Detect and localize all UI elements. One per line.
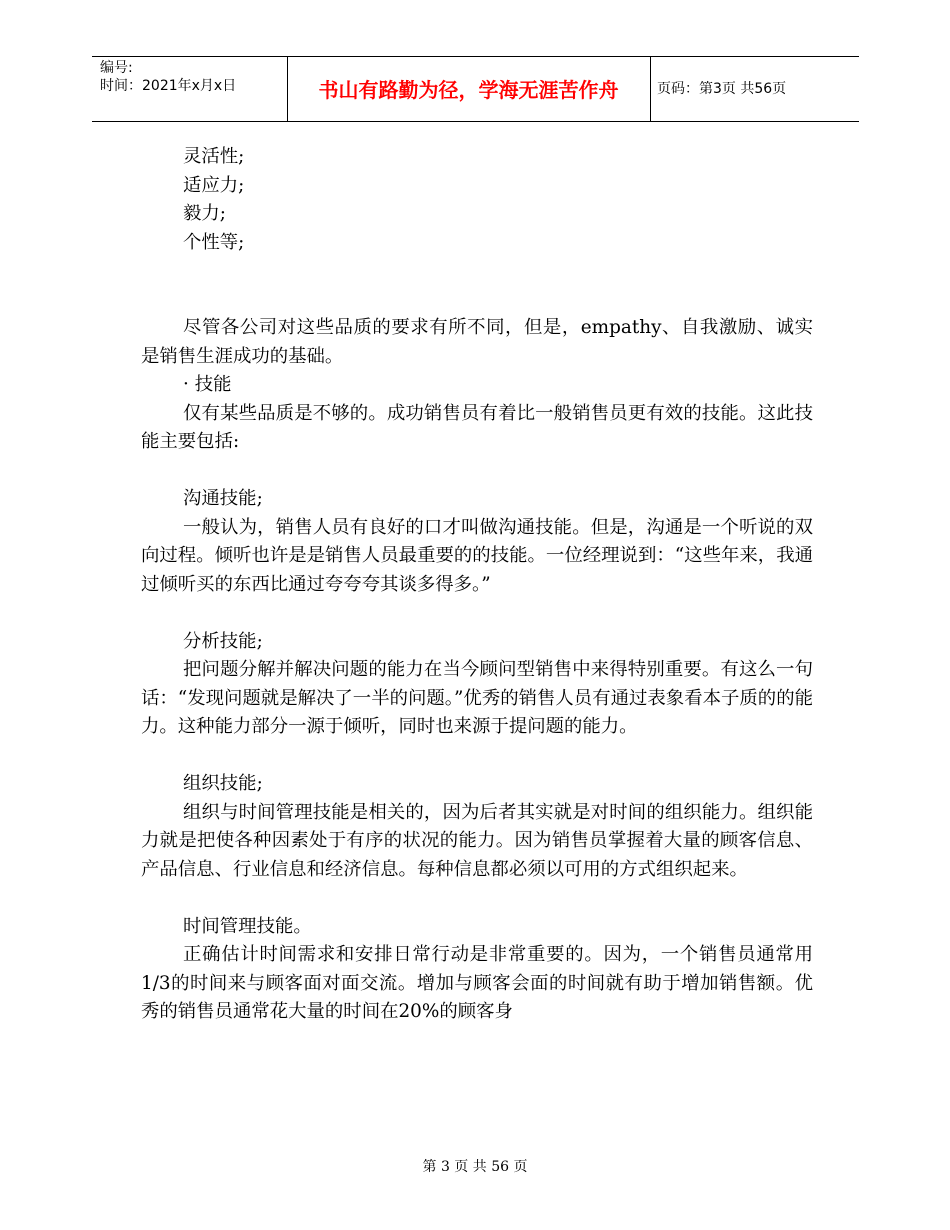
paragraph: 正确估计时间需求和安排日常行动是非常重要的。因为，一个销售员通常用1/3的时间来与顾客面对面交流。增加与顾客会面的时间就有助于增加销售额。优秀的销售员通常花大量的时间在20%的顾客身 xyxy=(141,944,813,1022)
paragraph: 一般认为，销售人员有良好的口才叫做沟通技能。但是，沟通是一个听说的双向过程。倾听也许是是销售人员最重要的的技能。一位经理说到：“这些年来，我通过倾听买的东西比通过夸夸夸其谈多得多。” xyxy=(141,516,813,595)
list-item: 适应力; xyxy=(183,174,245,196)
section-heading-analysis: 分析技能; xyxy=(183,630,263,652)
header-meta xyxy=(100,59,236,95)
header-top-rule xyxy=(92,56,859,57)
section-heading-time-management: 时间管理技能。 xyxy=(183,915,312,937)
section-heading-communication: 沟通技能; xyxy=(183,488,263,509)
document-number-label: 编号: xyxy=(100,60,133,76)
header-divider-right xyxy=(650,56,651,122)
document-body xyxy=(141,143,813,1027)
list-item: 灵活性; xyxy=(183,146,245,167)
list-item: 毅力; xyxy=(183,203,226,224)
header-bottom-rule xyxy=(92,121,859,122)
section-heading-skills: · 技能 xyxy=(183,374,232,395)
section-heading-organization: 组织技能; xyxy=(183,773,263,794)
paragraph: 组织与时间管理技能是相关的，因为后者其实就是对时间的组织能力。组织能力就是把使各种因素处于有序的状况的能力。因为销售员掌握着大量的顾客信息、产品信息、行业信息和经济信息。每种信息都必须以可用的方式组织起来。 xyxy=(141,801,813,880)
footer-page-number: 第 3 页 共 56 页 xyxy=(422,1159,528,1175)
header-page-number: 页码：第3页 共56页 xyxy=(657,81,787,97)
list-item: 个性等; xyxy=(183,231,245,253)
paragraph: 把问题分解并解决问题的能力在当今顾问型销售中来得特别重要。有这么一句话：“发现问题就是解决了一半的问题。”优秀的销售人员有通过表象看本子质的的能力。这种能力部分一源于倾听，同时也来源于提问题的能力。 xyxy=(141,659,813,737)
document-time-label: 时间：2021年x月x日 xyxy=(100,78,237,94)
header-motto: 书山有路勤为径，学海无涯苦作舟 xyxy=(318,78,619,102)
paragraph: 仅有某些品质是不够的。成功销售员有着比一般销售员更有效的技能。这此技能主要包括: xyxy=(141,402,813,452)
paragraph: 尽管各公司对这些品质的要求有所不同，但是，empathy、自我激励、诚实是销售生涯成功的基础。 xyxy=(141,317,813,367)
